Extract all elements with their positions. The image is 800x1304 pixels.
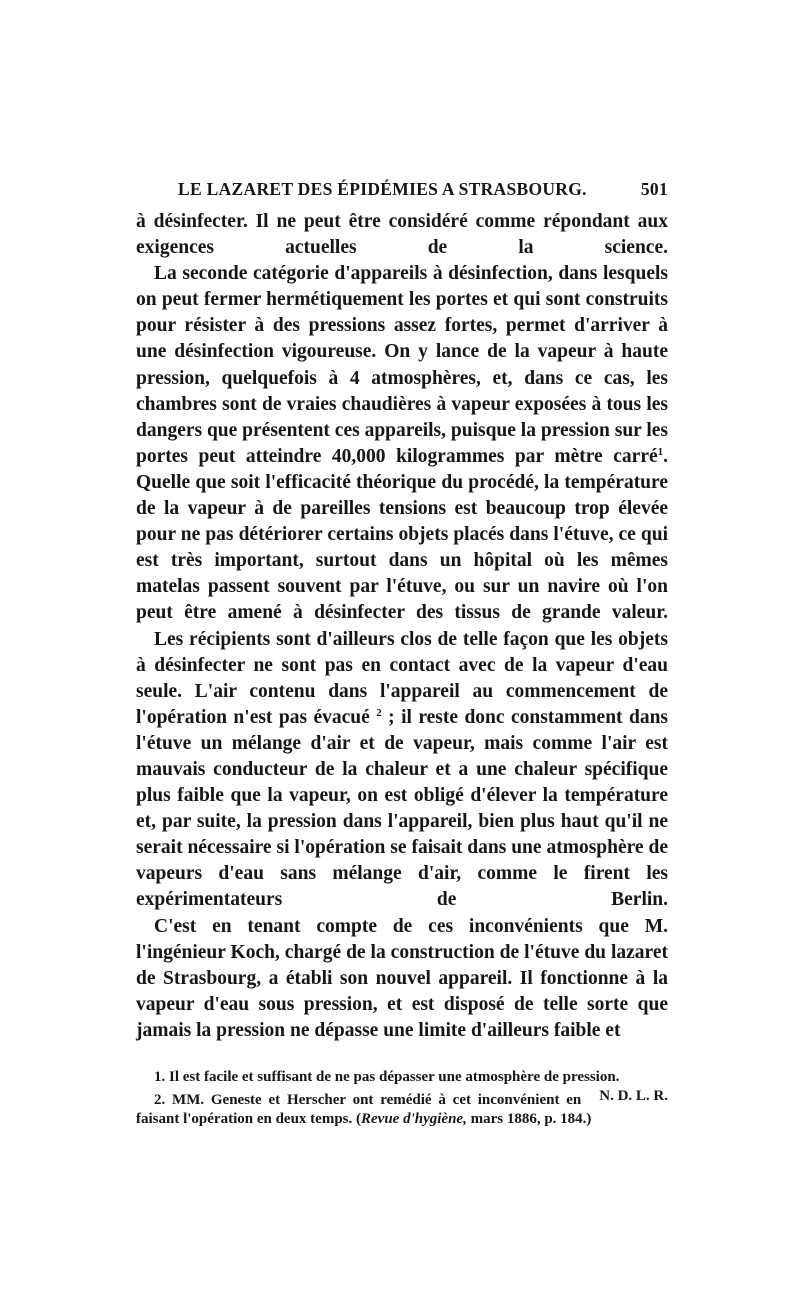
footnote-1 <box>136 1068 668 1104</box>
footnote-1-signature: N. D. L. R. <box>599 1088 668 1104</box>
paragraph-3-part-b: ; il reste donc constamment dans l'étuve un mélange d'air et de vapeur, mais comme l'air est mauvais conducteur de la chaleur et a une chaleur spécifique plus faible que la vapeur, on est obligé d'élever la température et, par suite, la pression dans l'appareil, bien plus haut qu'il ne serait nécessaire si l'opération se faisait dans une atmosphère de vapeurs d'eau sans mélange d'air, comme le firent les expérimentateurs de Berlin. <box>136 706 668 911</box>
paragraph-2-part-a: La seconde catégorie d'appareils à désinfection, dans lesquels on peut fermer hermétiquement les portes et qui sont construits pour résister à des pressions assez fortes, permet d'arriver à une désinfection vigoureuse. On y lance de la vapeur à haute pression, quelquefois à 4 atmosphères, et, dans ce cas, les chambres sont de vraies chaudières à vapeur exposées à tous les dangers que présentent ces appareils, puisque la pression sur les portes peut atteindre 40,000 kilogrammes par mètre carré <box>136 263 668 467</box>
footnote-ref-1[interactable]: 1 <box>657 445 664 458</box>
page-number: 501 <box>640 179 668 199</box>
paragraph-3-part-a: Les récipients sont d'ailleurs clos de telle façon que les objets à désinfecter ne sont pas en contact avec de la vapeur d'eau seule. L'air contenu dans l'appareil au commencement de l'opération n'est pas évacué <box>136 628 668 728</box>
paragraph-4: C'est en tenant compte de ces inconvénients que M. l'ingénieur Koch, chargé de la construction de l'étuve du lazaret de Strasbourg, a établi son nouvel appareil. Il fonctionne à la vapeur d'eau sous pression, et est disposé de telle sorte que jamais la pression ne dépasse une limite d'ailleurs faible et <box>136 915 668 1041</box>
footnote-2-part-a: 2. MM. Geneste et Herscher ont remédié à cet inconvénient en faisant l'opération en deux temps. ( <box>136 1092 582 1127</box>
paragraph-3 <box>136 627 668 914</box>
running-title: LE LAZARET DES ÉPIDÉMIES A STRASBOURG. <box>178 179 587 199</box>
footnote-ref-2[interactable]: 2 <box>376 706 382 719</box>
footnote-2-journal: Revue d'hygiène, <box>361 1111 467 1127</box>
footnote-2-part-b: mars 1886, p. 184.) <box>466 1111 592 1127</box>
main-text <box>136 209 668 1044</box>
footnote-1-text: 1. Il est facile et suffisant de ne pas dépasser une atmosphère de pression. <box>154 1069 620 1085</box>
paragraph-2-part-b: . Quelle que soit l'efficacité théorique du procédé, la température de la vapeur à de pareilles tensions est beaucoup trop élevée pour ne pas détériorer certains objets placés dans l'étuve, ce qui est très important, surtout dans un hôpital où les mêmes matelas passent souvent par l'étuve, ou sur un navire où l'on peut être amené à désinfecter des tissus de grande valeur. <box>136 445 668 624</box>
running-header <box>136 177 668 201</box>
paragraph-2 <box>136 261 668 626</box>
paragraph-1: à désinfecter. Il ne peut être considéré comme répondant aux exigences actuelles de la science. <box>136 211 668 259</box>
footnotes <box>136 1068 668 1133</box>
